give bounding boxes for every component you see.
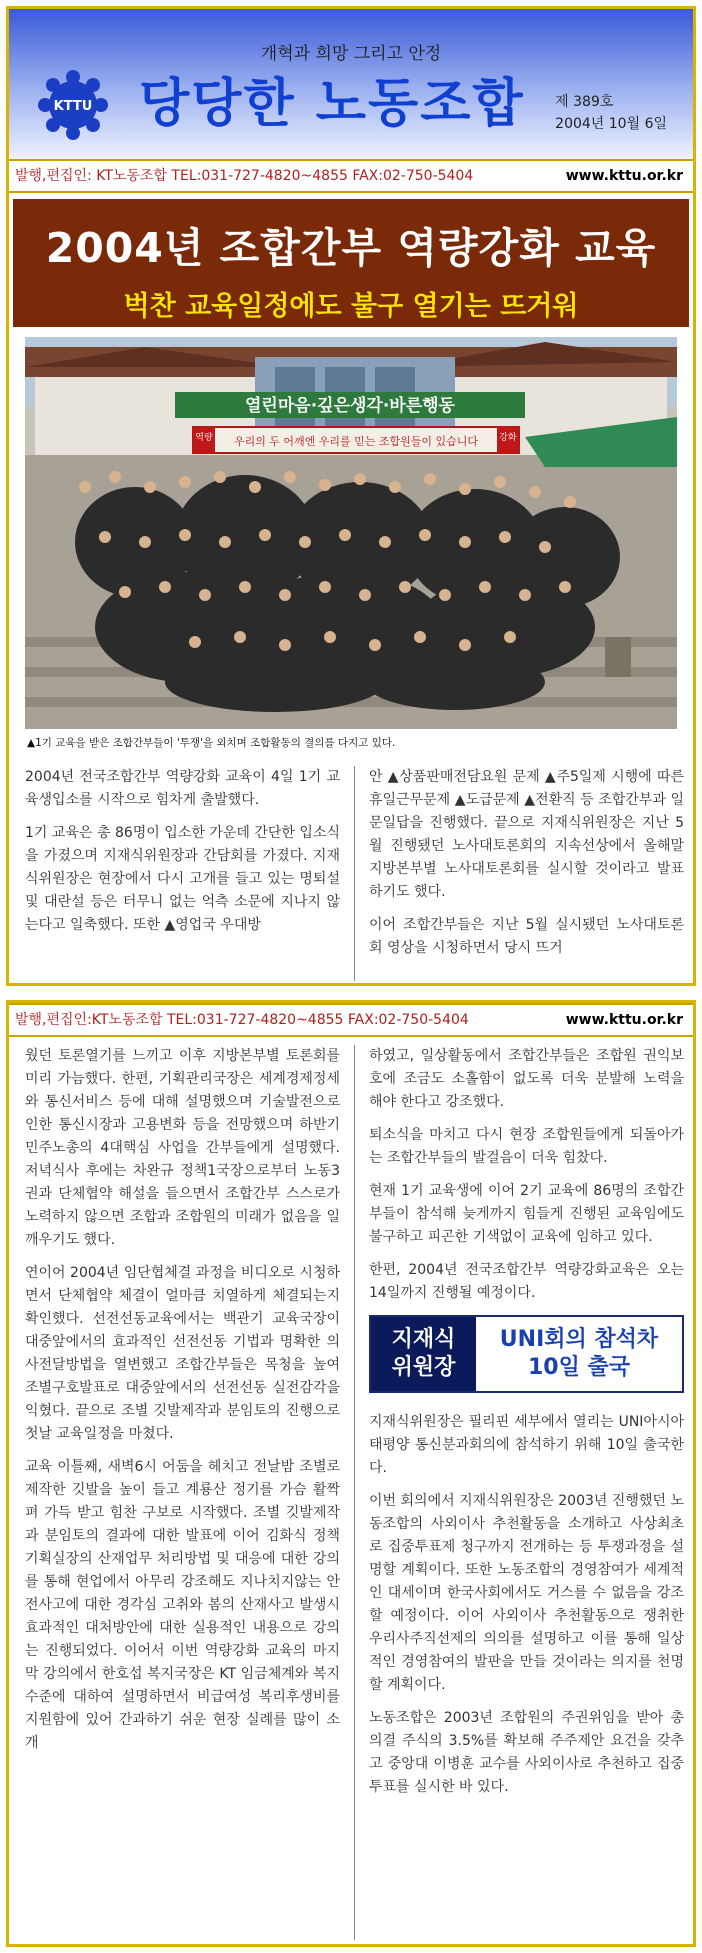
publisher-bar [9,1003,693,1037]
kttu-logo-icon [37,69,109,141]
news-box-title [476,1317,682,1391]
article-columns-page-2 [25,1045,684,1940]
article-column-left [25,766,340,947]
article-columns-page-1 [25,766,684,981]
article-paragraph: 퇴소식을 마치고 다시 현장 조합원들에게 되돌아가는 조합간부들의 발걸음이 더욱 힘찼다. [369,1127,684,1166]
column-divider [354,1045,355,1940]
issue-date: 2004년 10월 6일 [555,116,667,132]
article-column-left [25,1045,340,1765]
article-paragraph: 웠던 토론열기를 느끼고 이후 지방본부별 토론회를 미리 가늠했다. 한편, 기획관리국장은 세계경제정세와 통신서비스 등에 대해 설명했으며 기술발전으로 인한 통신시장과 고용변화 등을 전망했으며 하반기 민주노총의 4대핵심 사업을 간부들에게 설명했다. 저녁식사 후에는 차완규 정책1국장으로부터 노동3권과 단체협약 해설을 들으면서 조합간부 스스로가 노력하지 않으면 조합과 조합원의 미래가 없음을 일깨우기도 했다. [25,1048,340,1248]
article-paragraph: 안 ▲상품판매전담요원 문제 ▲주5일제 시행에 따른 휴일근무문제 ▲도급문제 ▲전환직 등 조합간부과 일문일답을 진행했다. 끝으로 지재식위원장은 지난 5월 진행됐던 노사대토론회의 지속선상에서 올해말 지방본부별 노사대토론회를 실시할 것이라고 발표하기도 했다. [369,769,684,900]
article-paragraph: 2004년 전국조합간부 역량강화 교육이 4일 1기 교육생입소를 시작으로 힘차게 출발했다. [25,769,340,808]
article-column-right [369,1045,684,1809]
article-column-right [369,766,684,970]
newsletter-page-1 [6,6,696,986]
news-box-title-line: UNI회의 참석차 [499,1327,659,1352]
column-divider [354,766,355,981]
article-paragraph: 노동조합은 2003년 조합원의 주권위임을 받아 총 의결 주식의 3.5%를 확보해 주주제안 요건을 갖추고 중앙대 이병훈 교수를 사외이사로 추천하고 집중투표를 실시한 바 있다. [369,1710,684,1795]
group-photo [25,337,677,729]
website-link[interactable]: www.kttu.or.kr [565,168,683,184]
article-paragraph: 한편, 2004년 전국조합간부 역량강화교육은 오는 14일까지 진행될 예정이다. [369,1262,684,1301]
article-paragraph: 교육 이틀째, 새벽6시 어둠을 헤치고 전날밤 조별로 제작한 깃발을 높이 들고 계룡산 정기를 가슴 활짝 펴 가득 받고 힘찬 구보로 시작했다. 조별 깃발제작과 분임토의 결과에 대한 발표에 이어 김화식 정책기획실장의 산재업무 처리방법 및 대응에 대한 강의를 통해 현업에서 아무리 강조해도 지나치지않는 안전사고에 대한 경각심 고취와 봄의 산재사고 발생시 효과적인 대처방안에 대한 실용적인 내용으로 강의는 진행되었다. 이어서 이번 역량강화 교육의 마지막 강의에서 한호섭 복지국장은 KT 임금체계와 복지수준에 대하여 설명하면서 비급여성 복리후생비를 지원함에 있어 간과하기 쉬운 현장 실례를 많이 소개 [25,1459,340,1751]
publisher-info: 발행,편집인:KT노동조합 TEL:031-727-4820~4855 FAX:02-750-5404 [15,1012,469,1028]
article-paragraph: 이번 회의에서 지재식위원장은 2003년 진행했던 노동조합의 사외이사 추천활동을 소개하고 사상최초로 집중투표제 청구까지 전개하는 등 투쟁과정을 설명할 계획이다. 또한 노동조합의 경영참여가 세계적인 대세이며 한국사회에서도 거스를 수 없음을 강조할 예정이다. 이어 사외이사 추천활동으로 쟁취한 우리사주직선제의 의의를 설명하고 이를 통해 일상적인 경영참여의 발판을 만들 것이라는 의지를 천명할 계획이다. [369,1493,684,1693]
headline-box [13,199,689,327]
photo-banner-red: 우리의 두 어깨엔 우리를 믿는 조합원들이 있습니다 [233,435,479,448]
news-box-label-line: 위원장 [391,1355,456,1380]
headline: 2004년 조합간부 역량강화 교육 [45,224,657,272]
photo-caption: ▲1기 교육을 받은 조합간부들이 '투쟁'을 외치며 조합활동의 결의를 다지고 있다. [27,737,396,749]
photo-banner-top: 열린마음·깊은생각·바른행동 [245,396,455,416]
article-paragraph: 현재 1기 교육생에 이어 2기 교육에 86명의 조합간부들이 참석해 늦게까지 힘들게 진행된 교육임에도 불구하고 피곤한 기색없이 교육에 임하고 있다. [369,1183,684,1245]
article-paragraph: 이어 조합간부들은 지난 5월 실시됐던 노사대토론회 영상을 시청하면서 당시 뜨거 [369,917,684,956]
photo-banner-side-left: 역량 [195,433,213,443]
news-box-header [369,1315,684,1393]
news-box-label-line: 지재식 [391,1327,456,1352]
news-box-title-line: 10일 출국 [527,1355,631,1380]
website-link[interactable]: www.kttu.or.kr [565,1012,683,1028]
article-paragraph: 지재식위원장은 필리핀 세부에서 열리는 UNI아시아태평양 통신분과회의에 참석하기 위해 10일 출국한다. [369,1414,684,1476]
issue-number: 제 389호 [555,94,614,110]
publisher-bar [9,159,693,193]
newspaper-title: 당당한 노동조합 [139,74,525,134]
group-photo-illustration [25,337,677,729]
newsletter-page-2 [6,1000,696,1947]
article-paragraph: 연이어 2004년 임단협체결 과정을 비디오로 시청하면서 단체협약 체결이 얼마큼 치열하게 체결되는지 확인했다. 선전선동교육에서는 백관기 교육국장이 대중앞에서의 효과적인 선전선동 기법과 명확한 의사전달방법을 열변했고 조합간부들은 목청을 높여 조별구호발표로 대중앞에서의 선전선동 실전감각을 익혔다. 끝으로 조별 깃발제작과 분임토의 진행으로 첫날 교육일정을 마쳤다. [25,1265,340,1442]
issue-info [555,91,667,135]
slogan: 개혁과 희망 그리고 안정 [260,44,442,64]
photo-banner-side-right: 강화 [499,433,517,443]
publisher-info: 발행,편집인: KT노동조합 TEL:031-727-4820~4855 FAX:02-750-5404 [15,168,474,184]
masthead [9,9,693,159]
news-box-label [371,1317,476,1391]
article-paragraph: 1기 교육은 총 86명이 입소한 가운데 간단한 입소식을 가졌으며 지재식위원장과 간담회를 가졌다. 지재식위원장은 현장에서 다시 고개를 들고 있는 명퇴설 및 대란설 등은 터무니 없는 억측 소문에 지나지 않는다고 일축했다. 또한 ▲영업국 우대방 [25,825,340,933]
subheadline: 벅찬 교육일정에도 불구 열기는 뜨거워 [123,291,579,322]
logo-text: KTTU [53,99,93,114]
article-paragraph: 하였고, 일상활동에서 조합간부들은 조합원 권익보호에 조금도 소홀함이 없도록 더욱 분발해 노력을 해야 한다고 강조했다. [369,1048,684,1110]
